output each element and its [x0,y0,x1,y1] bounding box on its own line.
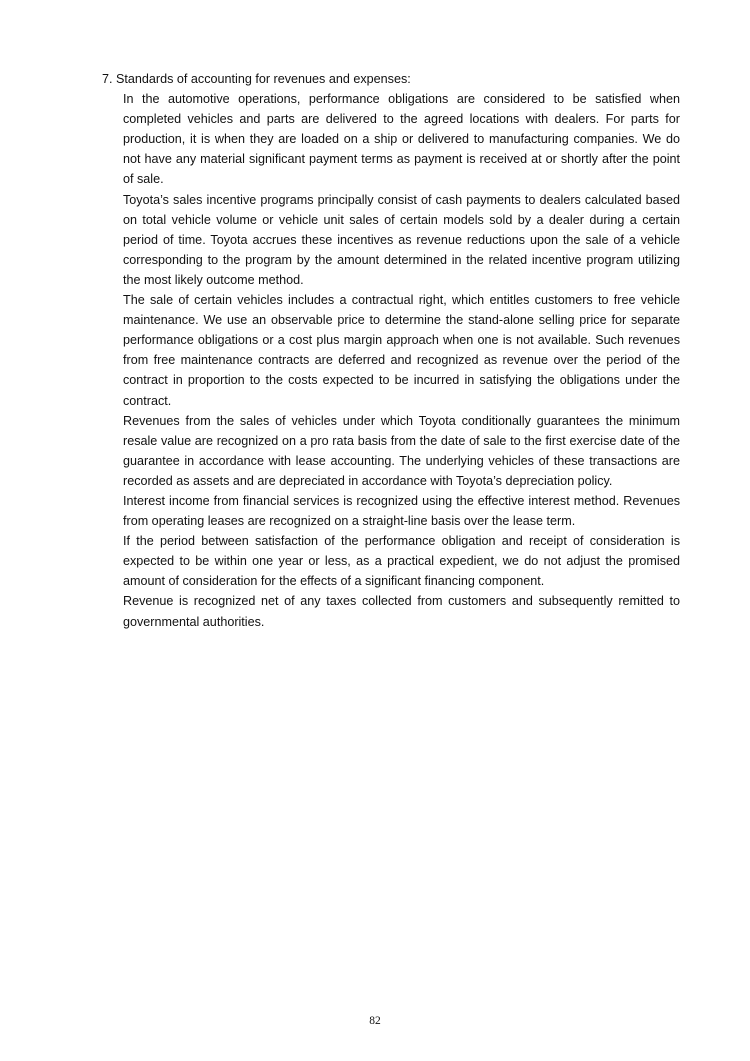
paragraph-sales-incentive-programs: Toyota’s sales incentive programs principally consist of cash payments to dealers calculated based on total vehicle volume or vehicle unit sales of certain models sold by a dealer during a certain period of time. Toyota accrues these incentives as revenue reductions upon the sale of a vehicle corresponding to the program by the amount determined in the related incentive program utilizing the most likely outcome method. [123,192,680,287]
paragraph-practical-expedient: If the period between satisfaction of the performance obligation and receipt of consideration is expected to be within one year or less, as a practical expedient, we do not adjust the promised amount of consideration for the effects of a significant financing component. [123,534,680,589]
paragraph-financial-services-income: Interest income from financial services is recognized using the effective interest method. Revenues from operating leases are recognized on a straight-line basis over the lease term. [123,493,680,529]
page-number: 82 [369,1015,381,1027]
accounting-standards-section [102,69,680,632]
paragraph-taxes-collected: Revenue is recognized net of any taxes collected from customers and subsequently remitted to governmental authorities. [123,594,680,629]
section-body [123,89,680,632]
paragraph-guaranteed-resale-value: Revenues from the sales of vehicles under which Toyota conditionally guarantees the minimum resale value are recognized on a pro rata basis from the date of sale to the first exercise date of the guarantee in accordance with lease accounting. The underlying vehicles of these transactions are recorded as assets and are depreciated in accordance with Toyota’s depreciation policy. [123,413,680,488]
paragraph-automotive-performance-obligations: In the automotive operations, performance obligations are considered to be satisfied when completed vehicles and parts are delivered to the agreed locations with dealers. For parts for production, it is when they are loaded on a ship or delivered to manufacturing companies. We do not have any material significant payment terms as payment is received at or shortly after the point of sale. [123,92,680,187]
paragraph-free-vehicle-maintenance: The sale of certain vehicles includes a contractual right, which entitles customers to free vehicle maintenance. We use an observable price to determine the stand-alone selling price for separate performance obligations or a cost plus margin approach when one is not available. Such revenues from free maintenance contracts are deferred and recognized as revenue over the period of the contract in proportion to the costs expected to be incurred in satisfying the obligations under the contract. [123,293,680,408]
section-heading: 7. Standards of accounting for revenues and expenses: [102,72,411,86]
